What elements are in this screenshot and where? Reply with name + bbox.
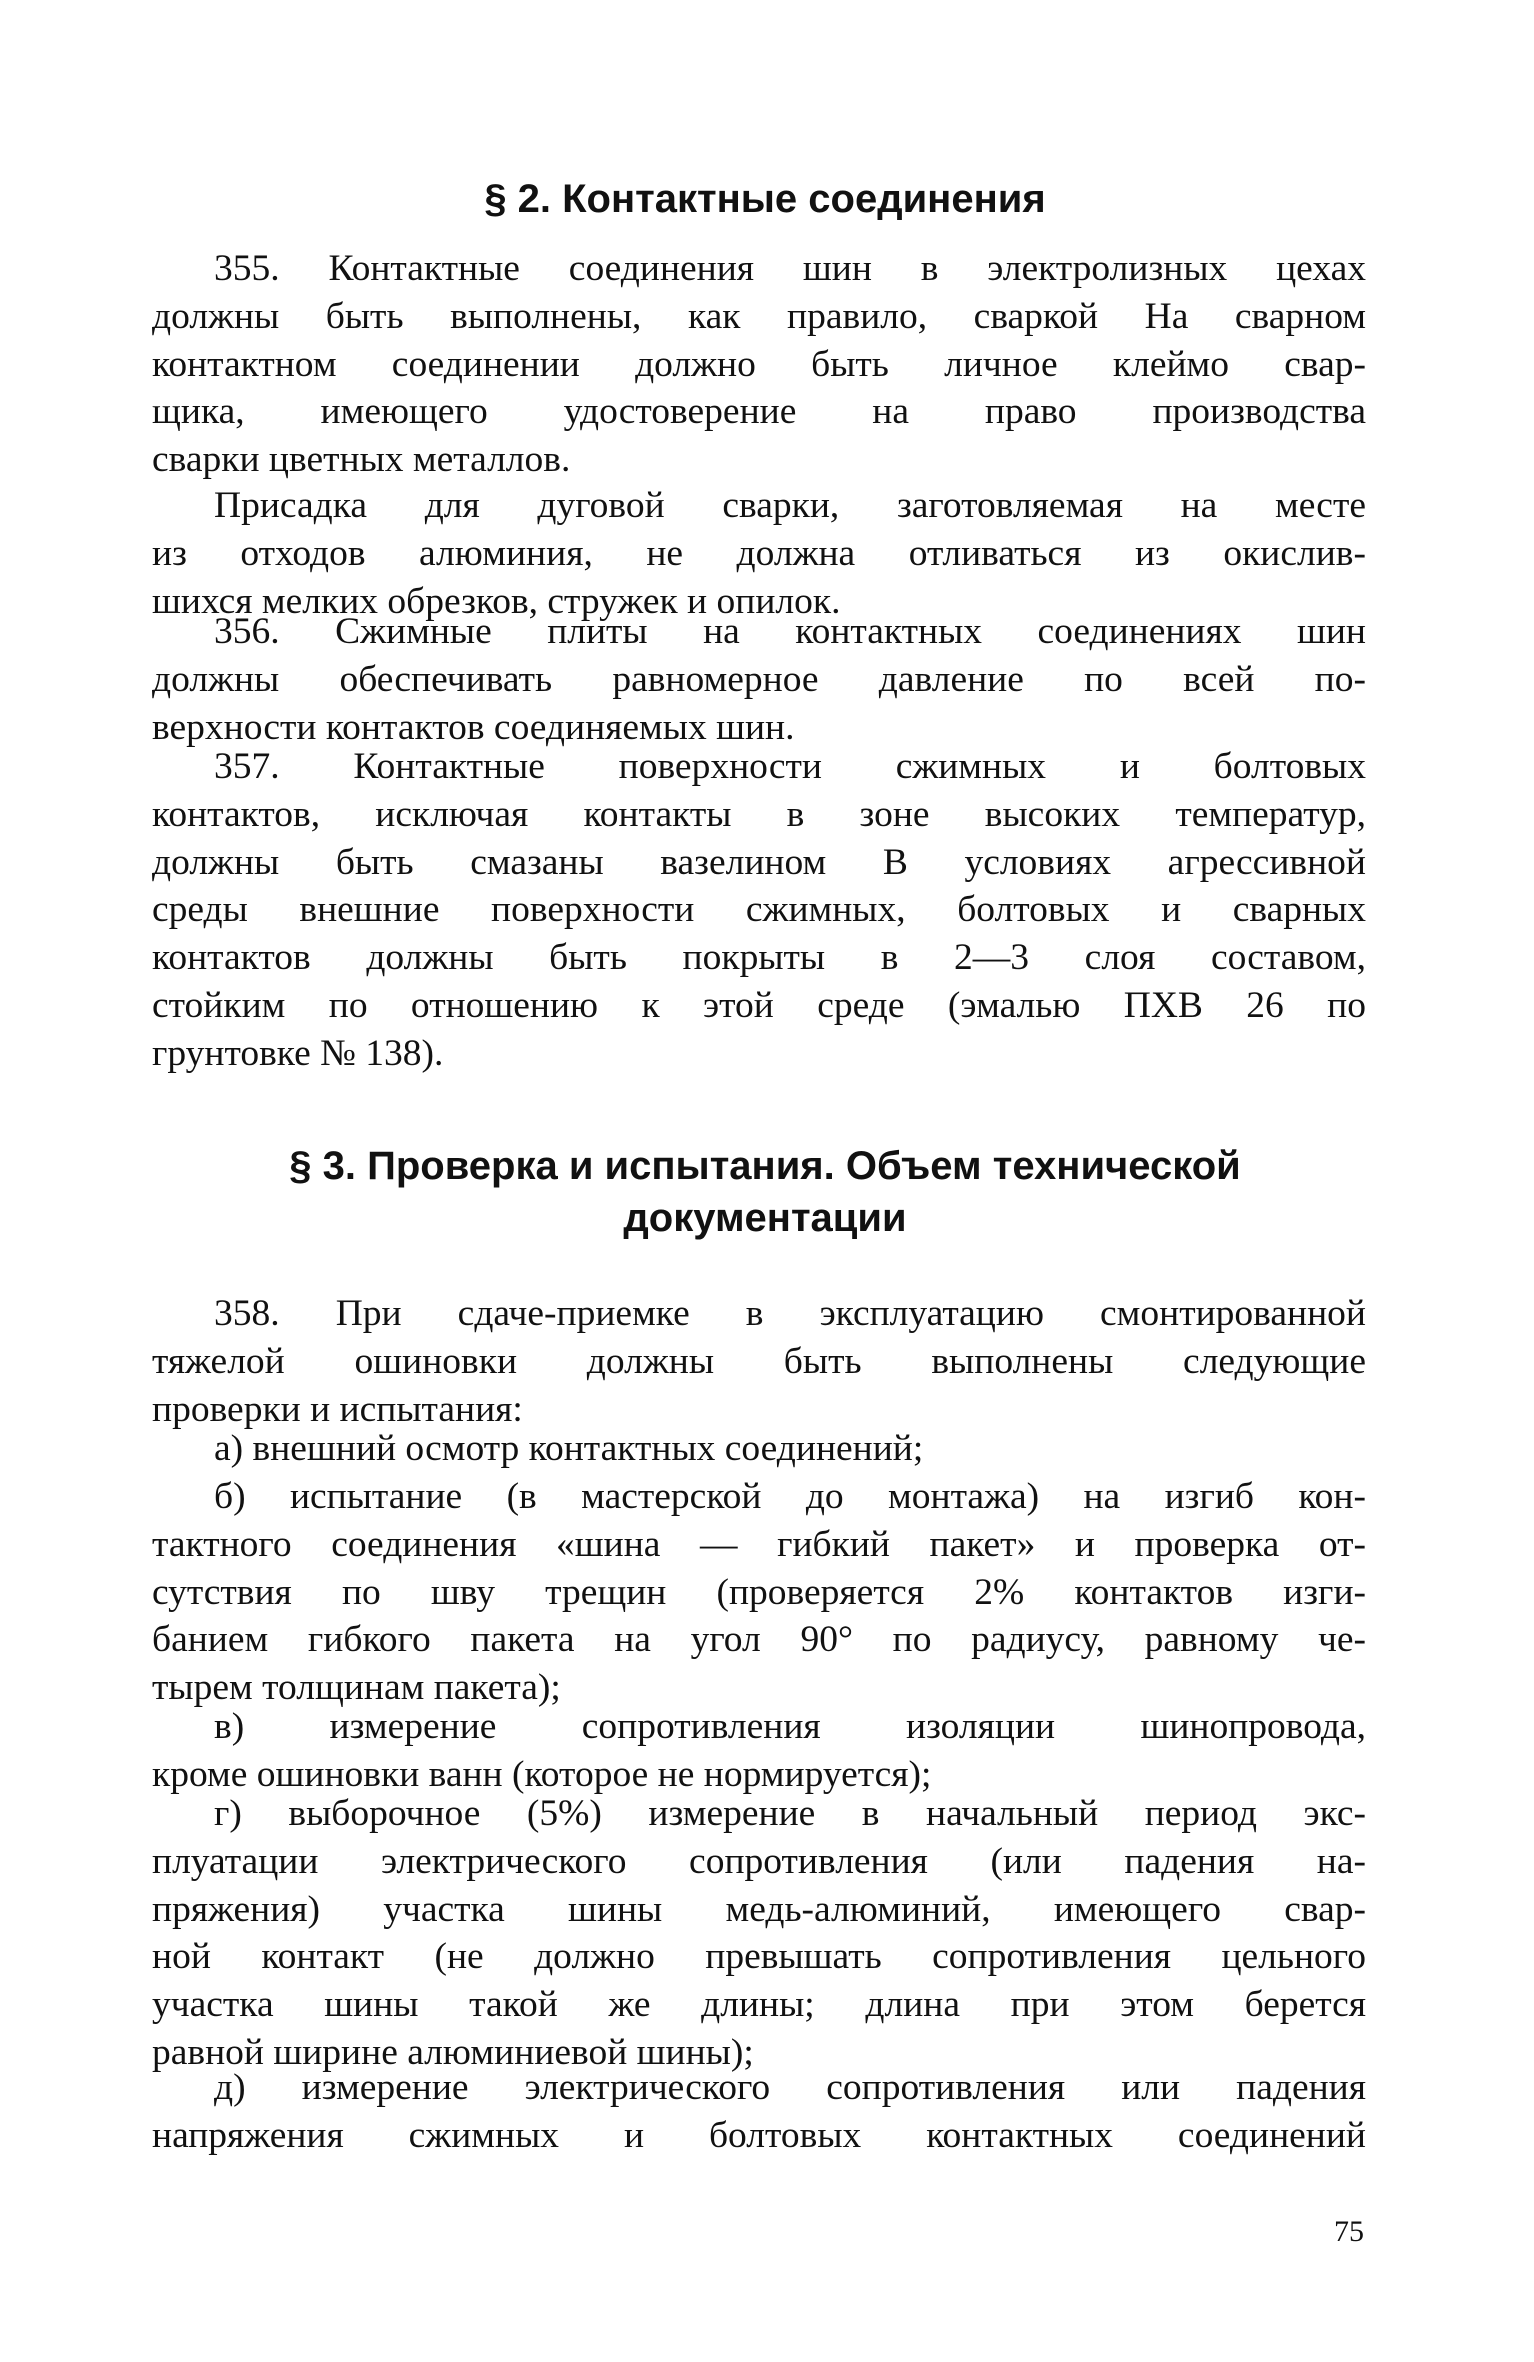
paragraph-line: должны быть смазаны вазелином В условиях агрессивной: [152, 841, 1366, 883]
paragraph-line: среды внешние поверхности сжимных, болтовых и сварных: [152, 889, 1366, 931]
paragraph-line: должны обеспечивать равномерное давление по всей по-: [152, 658, 1366, 700]
paragraph-355: [152, 245, 1366, 484]
paragraph-line: должны быть выполнены, как правило, сваркой На сварном: [152, 295, 1366, 337]
paragraph-line: сварки цветных металлов.: [152, 439, 571, 481]
paragraph-line: контактном соединении должно быть личное клеймо свар-: [152, 343, 1366, 385]
paragraph-357: [152, 743, 1366, 1078]
paragraph-line: г) выборочное (5%) измерение в начальный период экс-: [214, 1793, 1366, 1834]
paragraph-line: Присадка для дуговой сварки, заготовляемая на месте: [214, 485, 1366, 526]
paragraph-line: сутствия по шву трещин (проверяется 2% контактов изги-: [152, 1571, 1366, 1613]
paragraph-line: контактов, исключая контакты в зоне высоких температур,: [152, 793, 1366, 835]
section-3-heading-line: § 3. Проверка и испытания. Объем технической: [289, 1144, 1241, 1188]
list-item-a: [152, 1425, 1366, 1473]
paragraph-line: участка шины такой же длины; длина при этом берется: [152, 1984, 1366, 2026]
paragraph-line: а) внешний осмотр контактных соединений;: [214, 1428, 924, 1469]
list-item-g: [152, 1790, 1366, 2077]
paragraph-line: в) измерение сопротивления изоляции шинопровода,: [214, 1706, 1366, 1747]
list-item-b: [152, 1473, 1366, 1712]
paragraph-line: тяжелой ошиновки должны быть выполнены следующие: [152, 1340, 1366, 1382]
section-2-heading-text: § 2. Контактные соединения: [484, 177, 1046, 221]
paragraph-356: [152, 608, 1366, 751]
paragraph-line: д) измерение электрического сопротивления или падения: [214, 2067, 1366, 2108]
paragraph-line: плуатации электрического сопротивления (или падения на-: [152, 1840, 1366, 1882]
paragraph-line: проверки и испытания:: [152, 1388, 523, 1430]
paragraph-358: [152, 1290, 1366, 1433]
paragraph-line: банием гибкого пакета на угол 90° по радиусу, равному че-: [152, 1619, 1366, 1661]
section-3-heading: [150, 1140, 1380, 1244]
paragraph-line: пряжения) участка шины медь-алюминий, имеющего свар-: [152, 1888, 1366, 1930]
paragraph-line: верхности контактов соединяемых шин.: [152, 706, 795, 748]
paragraph-line: шихся мелких обрезков, стружек и опилок.: [152, 580, 841, 622]
paragraph-line: щика, имеющего удостоверение на право производства: [152, 391, 1366, 433]
list-item-v: [152, 1703, 1366, 1799]
paragraph-line: напряжения сжимных и болтовых контактных соединений: [152, 2114, 1366, 2156]
paragraph-line: грунтовке № 138).: [152, 1032, 444, 1074]
paragraph-line: 358. При сдаче-приемке в эксплуатацию смонтированной: [214, 1293, 1366, 1334]
paragraph-line: стойким по отношению к этой среде (эмалью ПХВ 26 по: [152, 984, 1366, 1026]
paragraph-line: 355. Контактные соединения шин в электролизных цехах: [214, 248, 1366, 289]
paragraph-line: из отходов алюминия, не должна отливаться из окислив-: [152, 532, 1366, 574]
paragraph-line: б) испытание (в мастерской до монтажа) на изгиб кон-: [214, 1476, 1366, 1517]
paragraph-line: 356. Сжимные плиты на контактных соединениях шин: [214, 611, 1366, 652]
list-item-d: [152, 2064, 1366, 2160]
paragraph-line: кроме ошиновки ванн (которое не нормируется);: [152, 1753, 932, 1795]
paragraph-line: 357. Контактные поверхности сжимных и болтовых: [214, 746, 1366, 787]
paragraph-line: равной ширине алюминиевой шины);: [152, 2031, 754, 2073]
paragraph-line: тактного соединения «шина — гибкий пакет» и проверка от-: [152, 1523, 1366, 1565]
paragraph-line: контактов должны быть покрыты в 2—3 слоя составом,: [152, 937, 1366, 979]
page-number: 75: [1334, 2215, 1364, 2248]
section-2-heading: [150, 173, 1380, 225]
paragraph-355-addendum: [152, 482, 1366, 625]
section-3-heading-line: документации: [623, 1196, 907, 1240]
paragraph-line: ной контакт (не должно превышать сопротивления цельного: [152, 1936, 1366, 1978]
paragraph-line: тырем толщинам пакета);: [152, 1667, 561, 1709]
